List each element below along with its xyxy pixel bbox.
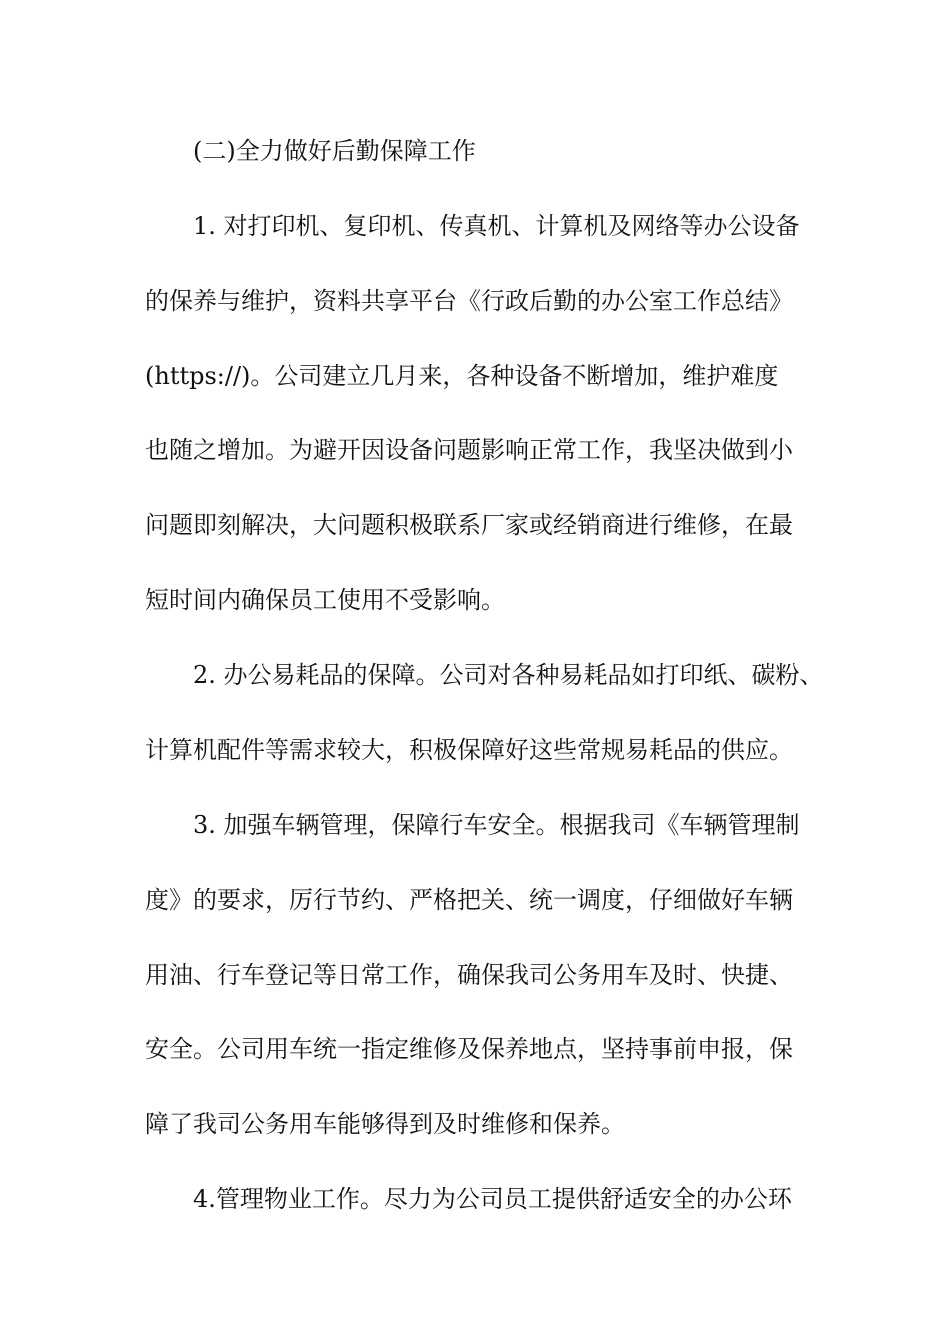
paragraph-line: 4.管理物业工作。尽力为公司员工提供舒适安全的办公环: [193, 1185, 792, 1213]
paragraph-line: 计算机配件等需求较大，积极保障好这些常规易耗品的供应。: [145, 736, 793, 764]
paragraph-line: 安全。公司用车统一指定维修及保养地点，坚持事前申报，保: [145, 1035, 793, 1063]
paragraph-line: 用油、行车登记等日常工作，确保我司公务用车及时、快捷、: [145, 961, 793, 989]
paragraph-line: (https://)。公司建立几月来，各种设备不断增加，维护难度: [145, 362, 779, 390]
paragraph-line: 3. 加强车辆管理，保障行车安全。根据我司《车辆管理制: [193, 811, 800, 839]
paragraph-line: 障了我司公务用车能够得到及时维修和保养。: [145, 1110, 625, 1138]
section-heading: (二)全力做好后勤保障工作: [193, 137, 476, 165]
paragraph-line: 也随之增加。为避开因设备问题影响正常工作，我坚决做到小: [145, 436, 793, 464]
paragraph-line: 的保养与维护，资料共享平台《行政后勤的办公室工作总结》: [145, 287, 793, 315]
paragraph-line: 1. 对打印机、复印机、传真机、计算机及网络等办公设备: [193, 212, 800, 240]
paragraph-line: 短时间内确保员工使用不受影响。: [145, 586, 505, 614]
paragraph-line: 问题即刻解决，大问题积极联系厂家或经销商进行维修，在最: [145, 511, 793, 539]
paragraph-line: 度》的要求，厉行节约、严格把关、统一调度，仔细做好车辆: [145, 886, 793, 914]
paragraph-line: 2. 办公易耗品的保障。公司对各种易耗品如打印纸、碳粉、: [193, 661, 824, 689]
